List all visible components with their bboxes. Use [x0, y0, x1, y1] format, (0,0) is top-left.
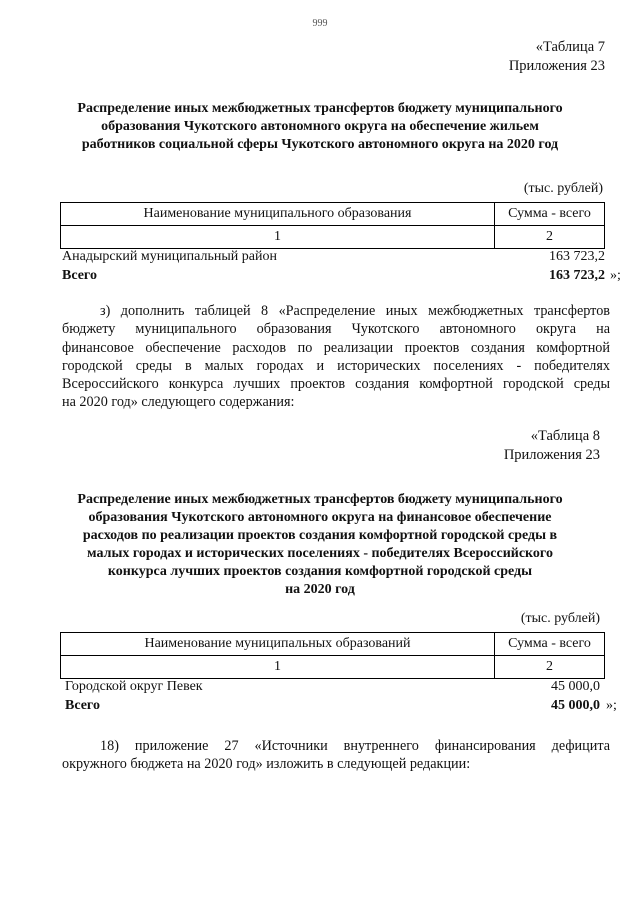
table8-total-label: Всего [65, 698, 100, 713]
table7-grid [60, 202, 605, 249]
title-line: работников социальной сферы Чукотского автономного округа на 2020 год [81, 137, 559, 152]
title-line: малых городах и исторических поселениях - победителях Всероссийского [87, 546, 553, 561]
paragraph-line: з) дополнить таблицей 8 «Распределение иных межбюджетных трансфертов [100, 303, 610, 319]
table7-col-name-header: Наименование муниципального образования [61, 203, 495, 226]
paragraph-line: на 2020 год» следующего содержания: [62, 394, 295, 411]
table7-header [509, 38, 605, 76]
table7-title [60, 100, 580, 154]
title-line: расходов по реализации проектов создания комфортной городской среды в [82, 528, 558, 543]
table8-row-name: Городской округ Певек [65, 679, 203, 694]
table7-header-line2: Приложения 23 [508, 58, 605, 74]
paragraph-line: финансовое обеспечение расходов по реализации проектов создания комфортной [62, 339, 610, 356]
table8-header-line2: Приложения 23 [503, 447, 600, 463]
table8-closing-quote: »; [606, 698, 617, 713]
title-line: Распределение иных межбюджетных трансфертов бюджету муниципального [77, 492, 563, 507]
table8-total-value: 45 000,0 [551, 698, 600, 713]
table7-row-value: 163 723,2 [549, 249, 605, 264]
table8-col-sum-header: Сумма - всего [495, 633, 605, 656]
title-line: образования Чукотского автономного округа на финансовое обеспечение [88, 510, 552, 525]
paragraph-18 [62, 737, 610, 774]
table7-col-num-2: 2 [495, 226, 605, 249]
table8-units: (тыс. рублей) [520, 611, 600, 626]
table7-total-label: Всего [62, 268, 97, 283]
table7-total-value: 163 723,2 [549, 268, 605, 283]
table8-col-num-2: 2 [495, 656, 605, 679]
paragraph-line: Всероссийского конкурса лучших проектов создания комфортной городской среды [62, 376, 610, 393]
title-line: образования Чукотского автономного округа на обеспечение жильем [101, 119, 539, 134]
title-line: конкурса лучших проектов создания комфортной городской среды [107, 564, 533, 579]
page-number: 999 [312, 18, 328, 29]
table7-col-num-1: 1 [61, 226, 495, 249]
table8-grid [60, 632, 605, 679]
table8-col-num-1: 1 [61, 656, 495, 679]
table7-row-name: Анадырский муниципальный район [62, 249, 277, 264]
table7-col-sum-header: Сумма - всего [495, 203, 605, 226]
table8-header [504, 427, 600, 465]
paragraph-line: городской среды в малых городах и исторических поселениях - победителях [62, 357, 610, 374]
table8-col-name-header: Наименование муниципальных образований [61, 633, 495, 656]
table7-header-line1: «Таблица 7 [535, 39, 605, 55]
table8-title [60, 491, 580, 599]
paragraph-z [62, 302, 610, 412]
table8-header-line1: «Таблица 8 [530, 428, 600, 444]
title-line: на 2020 год [285, 582, 355, 597]
table7-units: (тыс. рублей) [523, 181, 603, 196]
paragraph-line: окружного бюджета на 2020 год» изложить в следующей редакции: [62, 756, 471, 773]
table7-closing-quote: »; [610, 268, 621, 283]
title-line: Распределение иных межбюджетных трансфертов бюджету муниципального [77, 101, 563, 116]
paragraph-line: 18) приложение 27 «Источники внутреннего финансирования дефицита [100, 738, 610, 754]
table8-row-value: 45 000,0 [551, 679, 600, 694]
paragraph-line: бюджету муниципального образования Чукотского автономного округа на [62, 321, 610, 338]
